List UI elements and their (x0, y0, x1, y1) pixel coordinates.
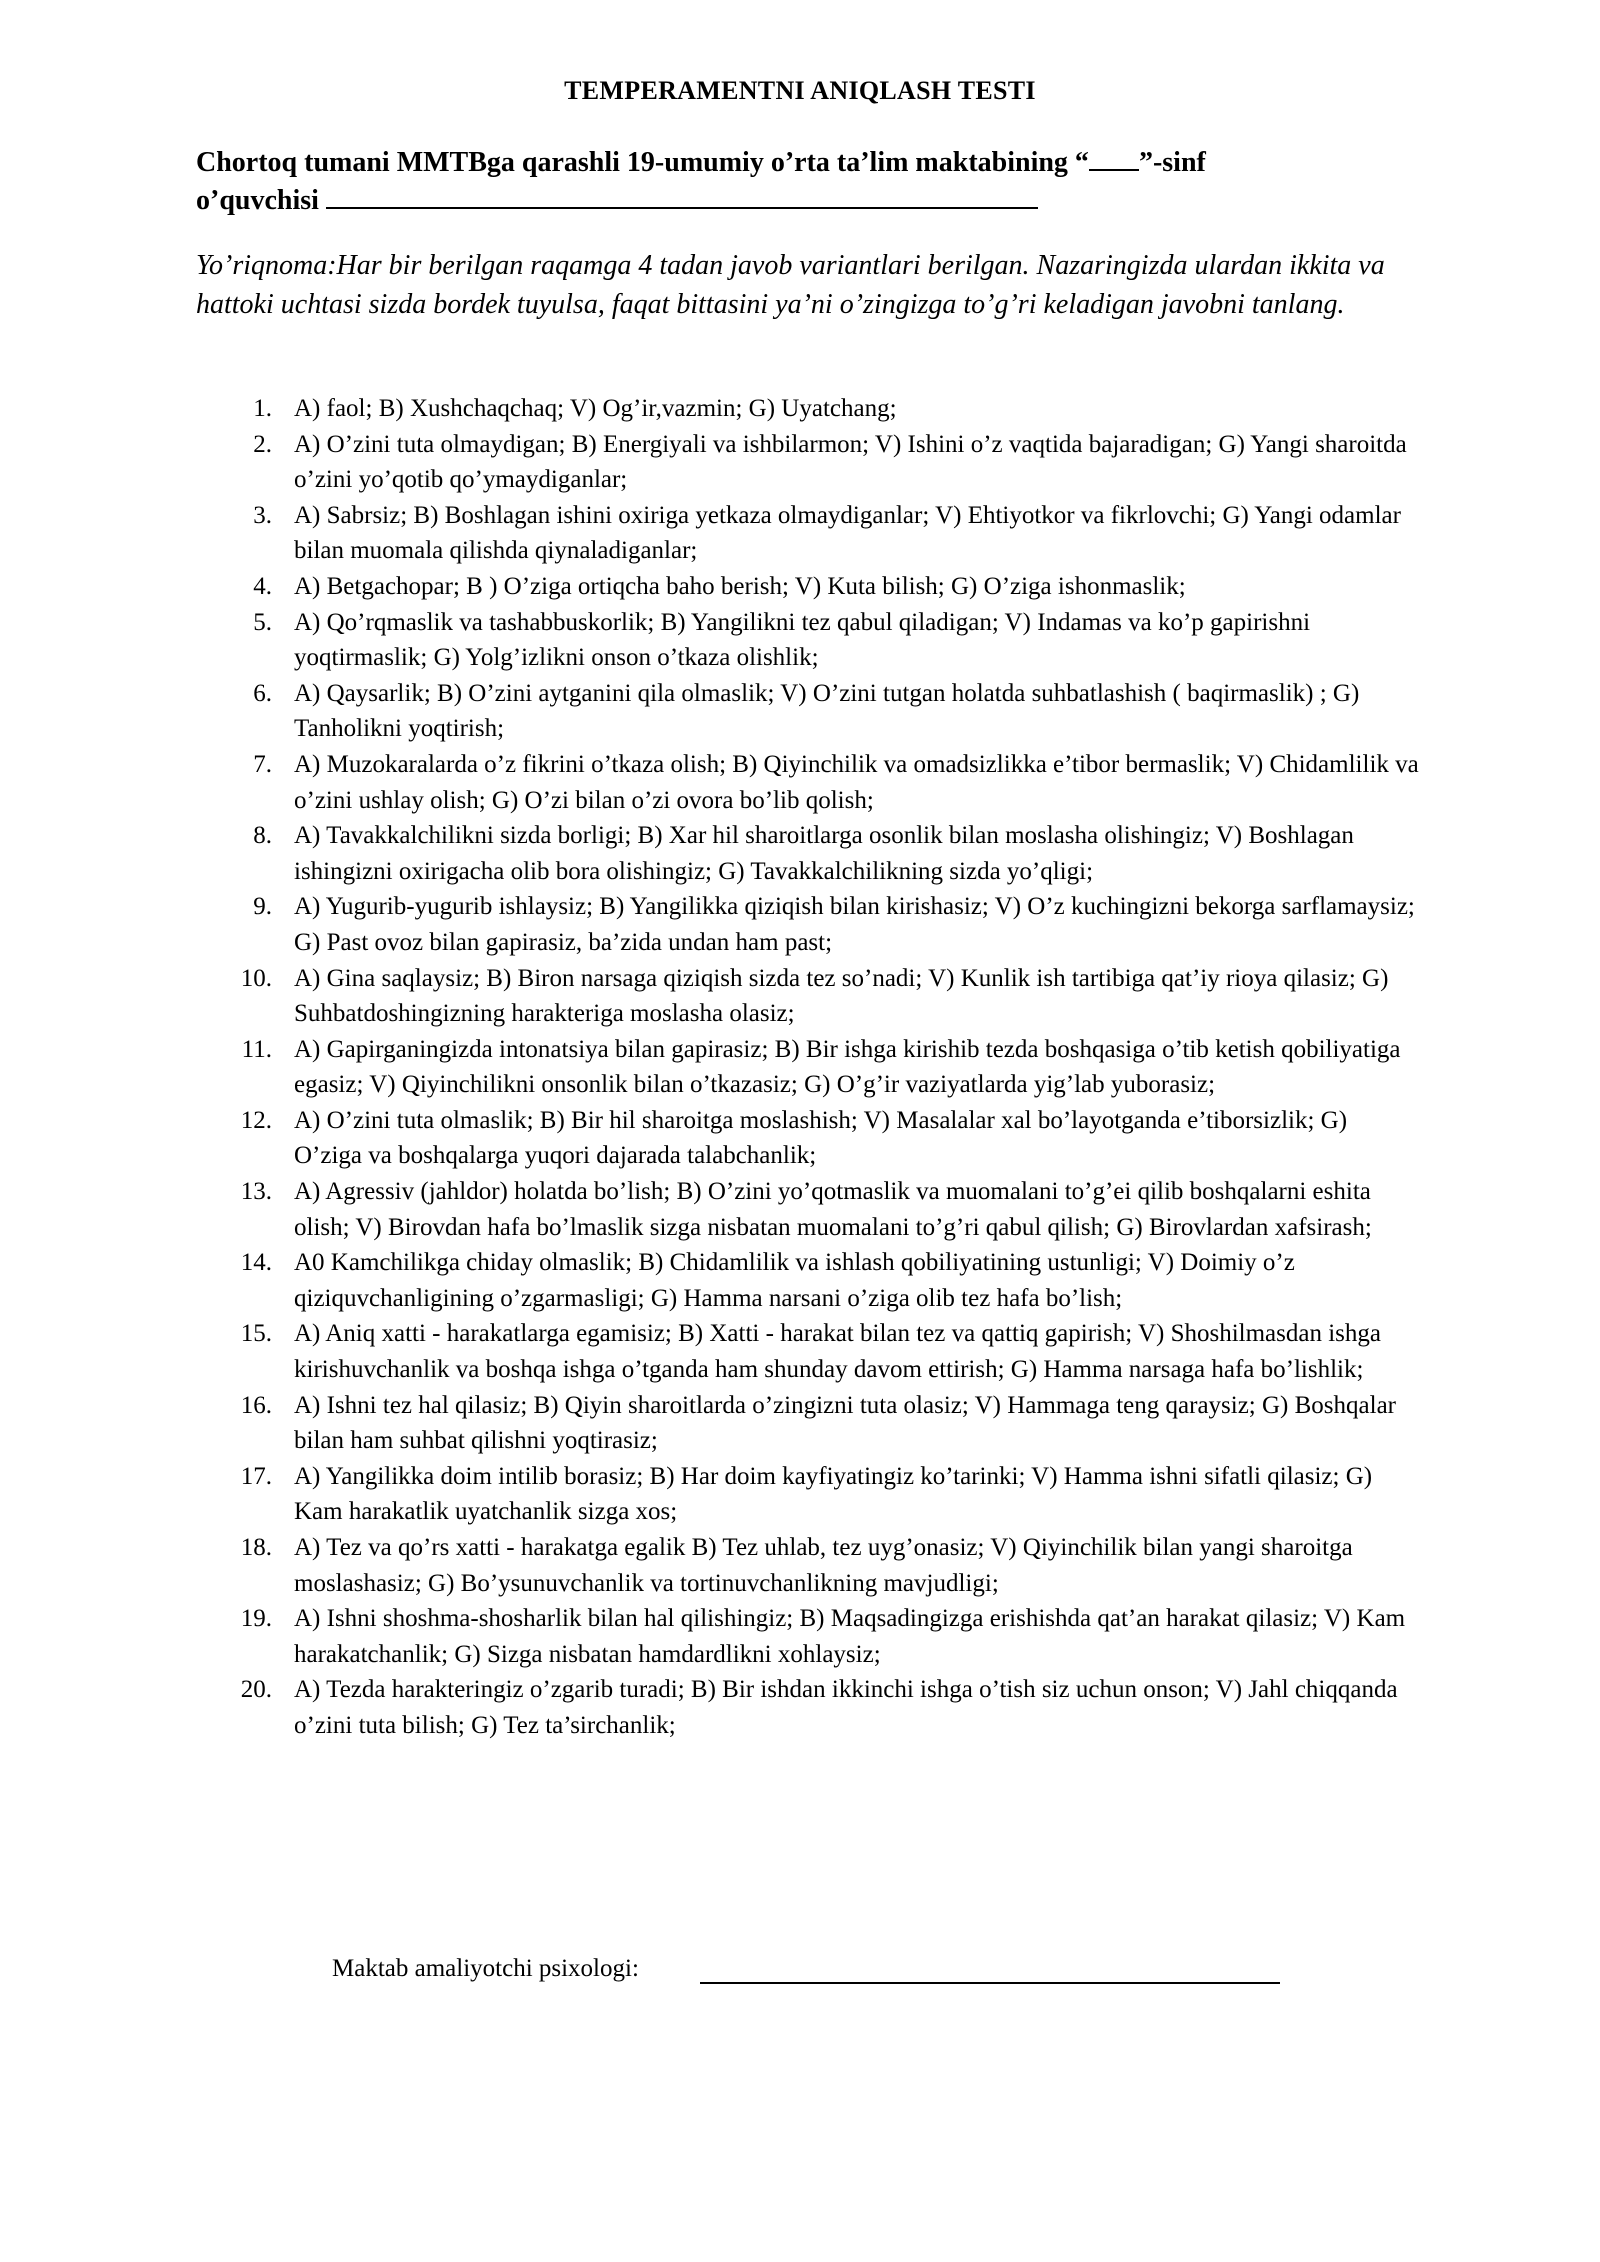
school-text: Chortoq tumani MMTBga qarashli 19-umumiy o’rta ta’lim maktabining “ (196, 147, 1089, 178)
question-item (236, 1316, 1420, 1387)
question-item (236, 391, 1420, 427)
instruction-text: Yo’riqnoma:Har bir berilgan raqamga 4 tadan javob variantlari berilgan. Nazaringizda ulardan ikkita va hattoki uchtasi sizda bordek tuyulsa, faqat bittasini ya’ni o’zingizga to’g’ri keladigan javobni tanlang. (196, 250, 1385, 320)
question-number: 2. (253, 430, 272, 458)
question-text: A) Agressiv (jahldor) holatda bo’lish; B) O’zini yo’qotmaslik va muomalani to’g’ei qilib boshqalarni eshita olish; V) Birovdan hafa bo’lmaslik sizga nisbatan muomalani to’g’ri qabul qilish; G) Birovlardan xafsirash; (294, 1178, 1372, 1241)
question-text: A) Gapirganingizda intonatsiya bilan gapirasiz; B) Bir ishga kirishib tezda boshqasiga o’tib ketish qobiliyatiga egasiz; V) Qiyinchilikni onsonlik bilan o’tkazasiz; G) O’g’ir vaziyatlarda yig’lab yuborasiz; (294, 1035, 1401, 1099)
question-text: A) Ishni tez hal qilasiz; B) Qiyin sharoitlarda o’zingizni tuta olasiz; V) Hammaga teng qaraysiz; G) Boshqalar bilan ham suhbat qilishni yoqtirasiz; (294, 1391, 1397, 1455)
question-text: A0 Kamchilikga chiday olmaslik; B) Chidamlilik va ishlash qobiliyatining ustunligi; V) Doimiy o’z qiziquvchanligining o’zgarmasligi; G) Hamma narsani o’ziga olib tez hafa bo’lish; (294, 1249, 1295, 1312)
question-number: 7. (253, 750, 272, 778)
question-text: A) Yangilikka doim intilib borasiz; B) Har doim kayfiyatingiz ko’tarinki; V) Hamma ishni sifatli qilasiz; G) Kam harakatlik uyatchanlik sizga xos; (294, 1462, 1373, 1526)
question-item (236, 1174, 1420, 1245)
question-item (236, 605, 1420, 676)
question-number: 11. (241, 1035, 272, 1063)
question-number: 20. (240, 1676, 272, 1704)
question-text: A) O’zini tuta olmaydigan; B) Energiyali va ishbilarmon; V) Ishini o’z vaqtida bajaradigan; G) Yangi sharoitda o’zini yo’qotib qo’ymaydiganlar; (294, 430, 1407, 494)
question-text: A) Tez va qo’rs xatti - harakatga egalik B) Tez uhlab, tez uyg’onasiz; V) Qiyinchilik bilan yangi sharoitga moslashasiz; G) Bo’ysunuvchanlik va tortinuvchanlikning mavjudligi; (294, 1534, 1353, 1597)
question-number: 4. (253, 572, 272, 600)
student-name-blank[interactable] (326, 185, 1038, 209)
class-blank[interactable] (1089, 147, 1139, 171)
question-text: A) Muzokaralarda o’z fikrini o’tkaza olish; B) Qiyinchilik va omadsizlikka e’tibor bermaslik; V) Chidamlilik va o’zini ushlay olish; G) O’zi bilan o’zi ovora bo’lib qolish; (294, 750, 1419, 814)
question-item (236, 1672, 1420, 1743)
question-text: A) Tavakkalchilikni sizda borligi; B) Xar hil sharoitlarga osonlik bilan moslasha olishingiz; V) Boshlagan ishingizni oxirigacha olib bora olishingiz; G) Tavakkalchilikning sizda yo’qligi; (294, 822, 1354, 885)
signature-label: Maktab amaliyotchi psixologi: (332, 1955, 639, 1982)
question-item (236, 747, 1420, 818)
question-number: 19. (240, 1605, 272, 1633)
question-item (236, 676, 1420, 747)
question-text: A) Sabrsiz; B) Boshlagan ishini oxiriga yetkaza olmaydiganlar; V) Ehtiyotkor va fikrlovchi; G) Yangi odamlar bilan muomala qilishda qiynaladiganlar; (294, 501, 1401, 565)
question-number: 15. (240, 1320, 272, 1348)
question-number: 18. (240, 1534, 272, 1561)
question-item (236, 889, 1420, 960)
question-list (236, 391, 1420, 1744)
question-text: A) faol; B) Xushchaqchaq; V) Og’ir,vazmin; G) Uyatchang; (294, 395, 897, 422)
question-text: A) Betgachopar; B ) O’ziga ortiqcha baho berish; V) Kuta bilish; G) O’ziga ishonmaslik; (294, 572, 1186, 600)
question-number: 14. (240, 1249, 272, 1277)
page-title: TEMPERAMENTNI ANIQLASH TESTI (564, 76, 1036, 105)
question-number: 16. (240, 1391, 272, 1419)
question-item (236, 498, 1420, 569)
question-item (236, 427, 1420, 498)
question-item (236, 818, 1420, 889)
question-text: A) Ishni shoshma-shosharlik bilan hal qilishingiz; B) Maqsadingizga erishishda qat’an harakat qilasiz; V) Kam harakatchanlik; G) Sizga nisbatan hamdardlikni xohlaysiz; (294, 1605, 1406, 1668)
class-suffix: ”-sinf (1138, 147, 1206, 178)
question-item (236, 1245, 1420, 1316)
question-number: 12. (240, 1106, 272, 1134)
question-text: A) Tezda harakteringiz o’zgarib turadi; B) Bir ishdan ikkinchi ishga o’tish siz uchun onson; V) Jahl chiqqanda o’zini tuta bilish; G) Tez ta’sirchanlik; (294, 1676, 1398, 1739)
question-number: 3. (253, 501, 272, 529)
question-item (236, 1530, 1420, 1601)
question-item (236, 961, 1420, 1032)
question-number: 1. (253, 395, 272, 422)
school-line (196, 144, 1396, 220)
question-item (236, 1388, 1420, 1459)
signature-line[interactable] (700, 1982, 1280, 1984)
question-number: 8. (253, 822, 272, 850)
question-item (236, 1601, 1420, 1672)
question-text: A) Qo’rqmaslik va tashabbuskorlik; B) Yangilikni tez qabul qiladigan; V) Indamas va ko’p gapirishni yoqtirmaslik; G) Yolg’izlikni onson o’tkaza olishlik; (294, 608, 1311, 672)
question-item (236, 1459, 1420, 1530)
question-number: 10. (240, 964, 272, 992)
question-number: 6. (253, 679, 272, 707)
question-text: A) Qaysarlik; B) O’zini aytganini qila olmaslik; V) O’zini tutgan holatda suhbatlashish ( baqirmaslik) ; G) Tanholikni yoqtirish; (294, 679, 1360, 743)
question-text: A) O’zini tuta olmaslik; B) Bir hil sharoitga moslashish; V) Masalalar xal bo’layotganda e’tiborsizlik; G) O’ziga va boshqalarga yuqori dajarada talabchanlik; (294, 1106, 1348, 1170)
question-item (236, 569, 1420, 605)
question-number: 9. (253, 893, 272, 921)
question-text: A) Aniq xatti - harakatlarga egamisiz; B) Xatti - harakat bilan tez va qattiq gapirish; V) Shoshilmasdan ishga kirishuvchanlik va boshqa ishga o’tganda ham shunday davom ettirish; G) Hamma narsaga hafa bo’lishlik; (294, 1320, 1381, 1384)
question-item (236, 1103, 1420, 1174)
question-item (236, 1032, 1420, 1103)
question-text: A) Yugurib-yugurib ishlaysiz; B) Yangilikka qiziqish bilan kirishasiz; V) O’z kuchingizni bekorga sarflamaysiz; G) Past ovoz bilan gapirasiz, ba’zida undan ham past; (294, 893, 1415, 956)
question-number: 5. (253, 608, 272, 636)
question-text: A) Gina saqlaysiz; B) Biron narsaga qiziqish sizda tez so’nadi; V) Kunlik ish tartibiga qat’iy rioya qilasiz; G) Suhbatdoshingizning harakteriga moslasha olasiz; (294, 964, 1389, 1028)
question-number: 13. (240, 1178, 272, 1206)
student-label: o’quvchisi (196, 185, 319, 216)
question-number: 17. (240, 1462, 272, 1490)
